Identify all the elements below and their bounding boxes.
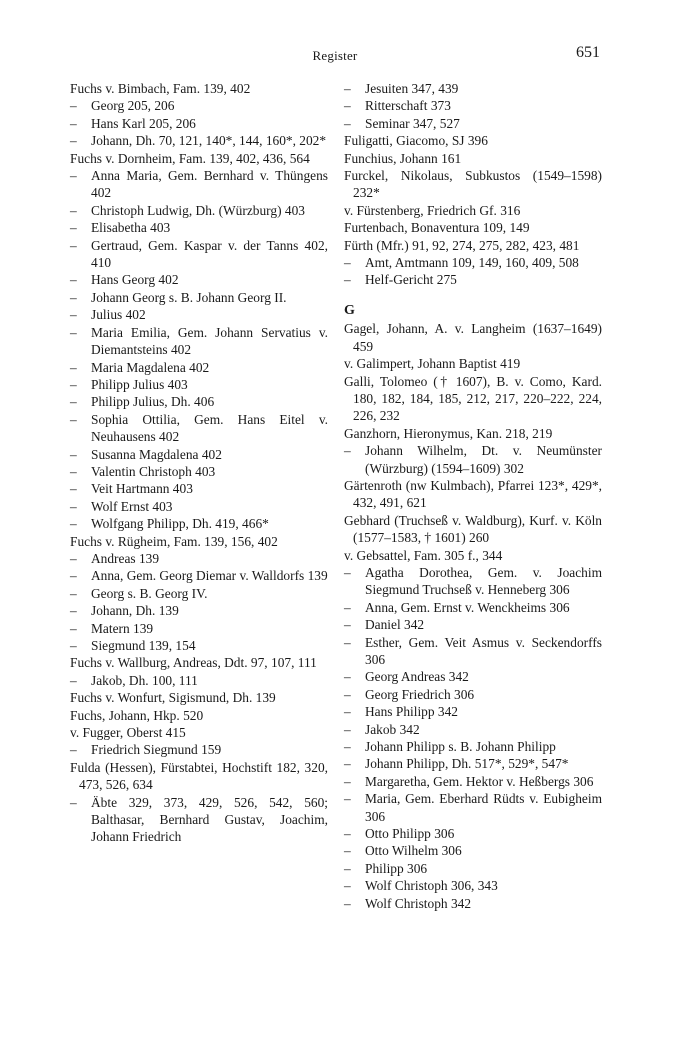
- subentry-dash: –: [70, 463, 77, 479]
- subentry-dash: –: [344, 634, 351, 650]
- index-subentry: [344, 895, 602, 912]
- index-entry: v. Gebsattel, Fam. 305 f., 344: [344, 547, 503, 563]
- subentry-text: Philipp Julius 403: [91, 376, 188, 392]
- subentry-dash: –: [70, 272, 77, 288]
- subentry-text: Maria Emilia, Gem. Johann Servatius v. Diemantsteins 402: [91, 324, 328, 358]
- index-subentry: [70, 550, 328, 567]
- subentry-dash: –: [344, 272, 351, 288]
- subentry-dash: –: [70, 742, 77, 758]
- subentry-dash: –: [344, 826, 351, 842]
- subentry-text: Johann Georg s. B. Johann Georg II.: [91, 289, 287, 305]
- index-subentry: [70, 672, 328, 689]
- subentry-text: Susanna Magdalena 402: [91, 446, 222, 462]
- subentry-dash: –: [70, 672, 77, 688]
- index-subentry: [344, 773, 602, 790]
- index-entry: Ganzhorn, Hieronymus, Kan. 218, 219: [344, 425, 553, 441]
- index-entry: v. Fugger, Oberst 415: [70, 725, 186, 741]
- index-subentry: [70, 167, 328, 202]
- index-subentry: [70, 446, 328, 463]
- index-subentry: [344, 860, 602, 877]
- running-head: Register: [312, 48, 358, 63]
- subentry-dash: –: [344, 98, 351, 114]
- subentry-text: Philipp 306: [365, 860, 428, 876]
- index-subentry: [344, 738, 602, 755]
- subentry-dash: –: [70, 620, 77, 636]
- index-entry: Fuligatti, Giacomo, SJ 396: [344, 133, 488, 149]
- subentry-dash: –: [70, 359, 77, 375]
- index-subentry: [344, 254, 602, 271]
- subentry-text: Johann, Dh. 70, 121, 140*, 144, 160*, 202*: [91, 133, 327, 149]
- subentry-text: Sophia Ottilia, Gem. Hans Eitel v. Neuhausens 402: [91, 411, 328, 445]
- subentry-text: Elisabetha 403: [91, 220, 171, 236]
- index-subentry: [70, 289, 328, 306]
- index-entry: Galli, Tolomeo († 1607), B. v. Como, Kard. 180, 182, 184, 185, 212, 217, 220–222, 224, 226, 232: [344, 373, 602, 424]
- subentry-text: Seminar 347, 527: [365, 115, 460, 131]
- index-subentry: [344, 564, 602, 599]
- subentry-dash: –: [70, 376, 77, 392]
- subentry-text: Gertraud, Gem. Kaspar v. der Tanns 402, 410: [91, 237, 328, 271]
- index-subentry: [70, 620, 328, 637]
- index-subentry: [344, 599, 602, 616]
- subentry-text: Helf-Gericht 275: [365, 272, 457, 288]
- index-subentry: [70, 237, 328, 272]
- index-subentry: [70, 393, 328, 410]
- subentry-text: Hans Karl 205, 206: [91, 115, 196, 131]
- subentry-dash: –: [344, 791, 351, 807]
- subentry-dash: –: [344, 599, 351, 615]
- subentry-text: Hans Philipp 342: [365, 704, 458, 720]
- subentry-text: Philipp Julius, Dh. 406: [91, 394, 215, 410]
- index-subentry: [70, 585, 328, 602]
- subentry-text: Matern 139: [91, 620, 154, 636]
- index-subentry: [344, 80, 602, 97]
- index-subentry: [344, 616, 602, 633]
- index-subentry: [344, 668, 602, 685]
- index-subentry: [344, 271, 602, 288]
- subentry-dash: –: [70, 603, 77, 619]
- index-subentry: [70, 411, 328, 446]
- index-column-right: [344, 80, 602, 912]
- index-subentry: [70, 324, 328, 359]
- index-entry: Furtenbach, Bonaventura 109, 149: [344, 220, 530, 236]
- subentry-text: Johann, Dh. 139: [91, 603, 179, 619]
- index-subentry: [70, 498, 328, 515]
- index-entry: v. Galimpert, Johann Baptist 419: [344, 356, 521, 372]
- subentry-text: Georg Andreas 342: [365, 669, 469, 685]
- subentry-text: Georg s. B. Georg IV.: [91, 585, 208, 601]
- index-subentry: [70, 359, 328, 376]
- subentry-text: Daniel 342: [365, 617, 425, 633]
- subentry-dash: –: [344, 895, 351, 911]
- index-subentry: [70, 97, 328, 114]
- subentry-dash: –: [70, 638, 77, 653]
- subentry-text: Johann Wilhelm, Dt. v. Neumünster (Würzburg) (1594–1609) 302: [365, 443, 602, 476]
- index-entry: Gagel, Johann, A. v. Langheim (1637–1649) 459: [344, 321, 602, 354]
- index-entry: Gärtenroth (nw Kulmbach), Pfarrei 123*, 429*, 432, 491, 621: [344, 477, 602, 511]
- index-subentry: [344, 115, 602, 132]
- index-entry: Funchius, Johann 161: [344, 150, 462, 166]
- index-entry: Gebhard (Truchseß v. Waldburg), Kurf. v. Köln (1577–1583, † 1601) 260: [344, 512, 602, 546]
- subentry-dash: –: [344, 669, 351, 685]
- index-subentry: [344, 755, 602, 772]
- index-entry: Fuchs v. Wallburg, Andreas, Ddt. 97, 107, 111: [70, 655, 317, 671]
- letter-heading: G: [344, 302, 355, 318]
- subentry-dash: –: [70, 585, 77, 601]
- subentry-text: Otto Wilhelm 306: [365, 843, 462, 859]
- subentry-text: Friedrich Siegmund 159: [91, 742, 222, 758]
- subentry-dash: –: [70, 324, 77, 340]
- subentry-dash: –: [70, 202, 77, 218]
- subentry-text: Jakob, Dh. 100, 111: [91, 672, 198, 688]
- subentry-dash: –: [70, 411, 77, 427]
- index-subentry: [70, 463, 328, 480]
- subentry-dash: –: [70, 237, 77, 253]
- index-subentry: [70, 515, 328, 532]
- index-entry: Fuchs v. Bimbach, Fam. 139, 402: [70, 81, 251, 96]
- subentry-text: Andreas 139: [91, 550, 160, 566]
- subentry-text: Siegmund 139, 154: [91, 638, 196, 653]
- subentry-text: Veit Hartmann 403: [91, 481, 193, 497]
- index-subentry: [70, 567, 328, 584]
- index-subentry: [70, 132, 328, 149]
- subentry-dash: –: [344, 721, 351, 737]
- subentry-dash: –: [344, 255, 351, 271]
- subentry-dash: –: [344, 617, 351, 633]
- subentry-text: Georg Friedrich 306: [365, 686, 475, 702]
- subentry-dash: –: [70, 550, 77, 566]
- subentry-dash: –: [344, 739, 351, 755]
- subentry-text: Otto Philipp 306: [365, 826, 455, 842]
- subentry-text: Maria, Gem. Eberhard Rüdts v. Eubigheim 306: [365, 791, 602, 824]
- subentry-text: Georg 205, 206: [91, 98, 175, 114]
- subentry-dash: –: [70, 446, 77, 462]
- index-subentry: [70, 202, 328, 219]
- subentry-text: Julius 402: [91, 307, 146, 323]
- subentry-text: Johann Philipp, Dh. 517*, 529*, 547*: [365, 756, 569, 772]
- page-number: 651: [576, 44, 600, 61]
- subentry-text: Anna, Gem. Ernst v. Wenckheims 306: [365, 599, 570, 615]
- index-subentry: [70, 794, 328, 846]
- index-subentry: [70, 637, 328, 654]
- subentry-dash: –: [344, 878, 351, 894]
- index-subentry: [344, 442, 602, 477]
- subentry-dash: –: [70, 98, 77, 114]
- subentry-dash: –: [70, 115, 77, 131]
- index-subentry: [344, 825, 602, 842]
- index-entry: Fuchs v. Wonfurt, Sigismund, Dh. 139: [70, 690, 276, 706]
- subentry-dash: –: [70, 394, 77, 410]
- subentry-text: Anna Maria, Gem. Bernhard v. Thüngens 402: [91, 168, 328, 201]
- subentry-dash: –: [70, 289, 77, 305]
- subentry-text: Anna, Gem. Georg Diemar v. Walldorfs 139: [91, 568, 328, 584]
- index-entry: Fuchs v. Dornheim, Fam. 139, 402, 436, 564: [70, 150, 310, 166]
- subentry-dash: –: [70, 133, 77, 149]
- index-subentry: [70, 115, 328, 132]
- subentry-text: Christoph Ludwig, Dh. (Würzburg) 403: [91, 202, 305, 218]
- subentry-dash: –: [344, 756, 351, 772]
- subentry-dash: –: [344, 81, 351, 96]
- subentry-dash: –: [344, 843, 351, 859]
- index-subentry: [70, 741, 328, 758]
- index-subentry: [344, 721, 602, 738]
- index-subentry: [70, 376, 328, 393]
- index-subentry: [70, 602, 328, 619]
- subentry-text: Esther, Gem. Veit Asmus v. Seckendorffs 306: [365, 634, 602, 667]
- index-subentry: [344, 686, 602, 703]
- subentry-text: Wolf Christoph 342: [365, 895, 472, 911]
- subentry-dash: –: [70, 794, 77, 810]
- subentry-dash: –: [70, 568, 77, 584]
- subentry-dash: –: [70, 168, 77, 184]
- subentry-text: Agatha Dorothea, Gem. v. Joachim Siegmund Truchseß v. Henneberg 306: [365, 564, 602, 598]
- subentry-dash: –: [344, 773, 351, 789]
- index-entry: Fuchs, Johann, Hkp. 520: [70, 707, 204, 723]
- subentry-text: Wolf Ernst 403: [91, 498, 173, 514]
- subentry-text: Wolfgang Philipp, Dh. 419, 466*: [91, 516, 269, 532]
- index-subentry: [70, 480, 328, 497]
- subentry-dash: –: [344, 686, 351, 702]
- subentry-text: Wolf Christoph 306, 343: [365, 878, 498, 894]
- index-subentry: [70, 271, 328, 288]
- subentry-dash: –: [344, 860, 351, 876]
- index-subentry: [344, 790, 602, 825]
- subentry-dash: –: [70, 220, 77, 236]
- subentry-text: Amt, Amtmann 109, 149, 160, 409, 508: [365, 255, 579, 271]
- index-entry: Fuchs v. Rügheim, Fam. 139, 156, 402: [70, 533, 278, 549]
- subentry-dash: –: [70, 498, 77, 514]
- index-entry: Fürth (Mfr.) 91, 92, 274, 275, 282, 423, 481: [344, 237, 580, 253]
- subentry-text: Johann Philipp s. B. Johann Philipp: [365, 739, 556, 755]
- subentry-text: Jakob 342: [365, 721, 420, 737]
- subentry-text: Jesuiten 347, 439: [365, 81, 459, 96]
- subentry-text: Margaretha, Gem. Hektor v. Heßbergs 306: [365, 773, 594, 789]
- subentry-text: Valentin Christoph 403: [91, 463, 216, 479]
- index-subentry: [70, 219, 328, 236]
- index-subentry: [344, 634, 602, 669]
- page-header: [70, 44, 600, 68]
- subentry-dash: –: [344, 115, 351, 131]
- subentry-dash: –: [70, 481, 77, 497]
- index-entry: v. Fürstenberg, Friedrich Gf. 316: [344, 202, 521, 218]
- subentry-dash: –: [344, 704, 351, 720]
- subentry-dash: –: [70, 307, 77, 323]
- index-subentry: [344, 703, 602, 720]
- subentry-dash: –: [70, 516, 77, 532]
- subentry-text: Äbte 329, 373, 429, 526, 542, 560; Balthasar, Bernhard Gustav, Joachim, Johann Friedrich: [91, 794, 328, 845]
- index-subentry: [70, 306, 328, 323]
- index-entry: Fulda (Hessen), Fürstabtei, Hochstift 182, 320, 473, 526, 634: [70, 759, 328, 793]
- index-subentry: [344, 877, 602, 894]
- index-column-left: [70, 80, 328, 846]
- index-subentry: [344, 97, 602, 114]
- subentry-dash: –: [344, 443, 351, 459]
- index-entry: Furckel, Nikolaus, Subkustos (1549–1598) 232*: [344, 168, 602, 201]
- index-subentry: [344, 842, 602, 859]
- subentry-dash: –: [344, 564, 351, 580]
- subentry-text: Ritterschaft 373: [365, 98, 451, 114]
- subentry-text: Maria Magdalena 402: [91, 359, 210, 375]
- subentry-text: Hans Georg 402: [91, 272, 179, 288]
